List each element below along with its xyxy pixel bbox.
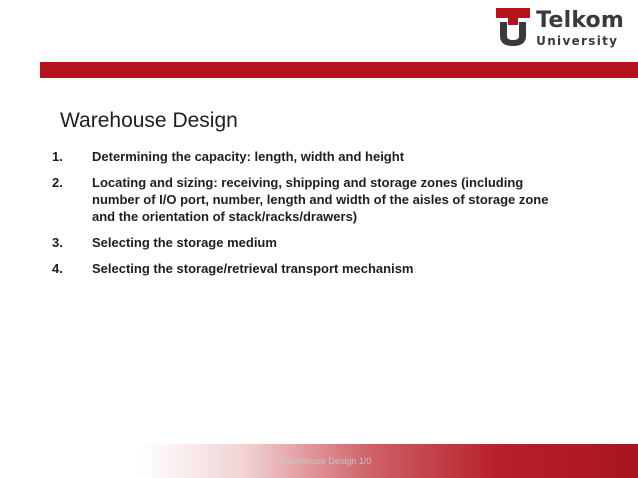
header-red-bar <box>40 62 638 78</box>
slide-title: Warehouse Design <box>60 109 238 133</box>
logo-title: Telkom <box>536 7 624 33</box>
list-item <box>52 234 572 251</box>
list-item-text: Selecting the storage/retrieval transport mechanism <box>92 261 414 276</box>
list-item-text: Determining the capacity: length, width and height <box>92 149 405 164</box>
list-item <box>52 260 572 277</box>
logo-subtitle: University <box>536 33 619 48</box>
list-item-number: 3. <box>52 235 63 250</box>
list-item <box>52 174 572 225</box>
steps-list <box>52 148 572 286</box>
list-item-number: 1. <box>52 149 63 164</box>
list-item-number: 2. <box>52 175 63 190</box>
telkom-logo-icon <box>496 8 530 48</box>
list-item-text: Selecting the storage medium <box>92 235 277 250</box>
list-item-text: Locating and sizing: receiving, shipping and storage zones (including number of I/O port, number, length and width of the aisles of storage zone and the orientation of stack/racks/drawers) <box>92 175 549 224</box>
telkom-university-logo <box>496 8 624 48</box>
list-item-number: 4. <box>52 261 63 276</box>
list-item <box>52 148 572 165</box>
footer-text: Warehouse Design 1/0 <box>280 456 372 466</box>
